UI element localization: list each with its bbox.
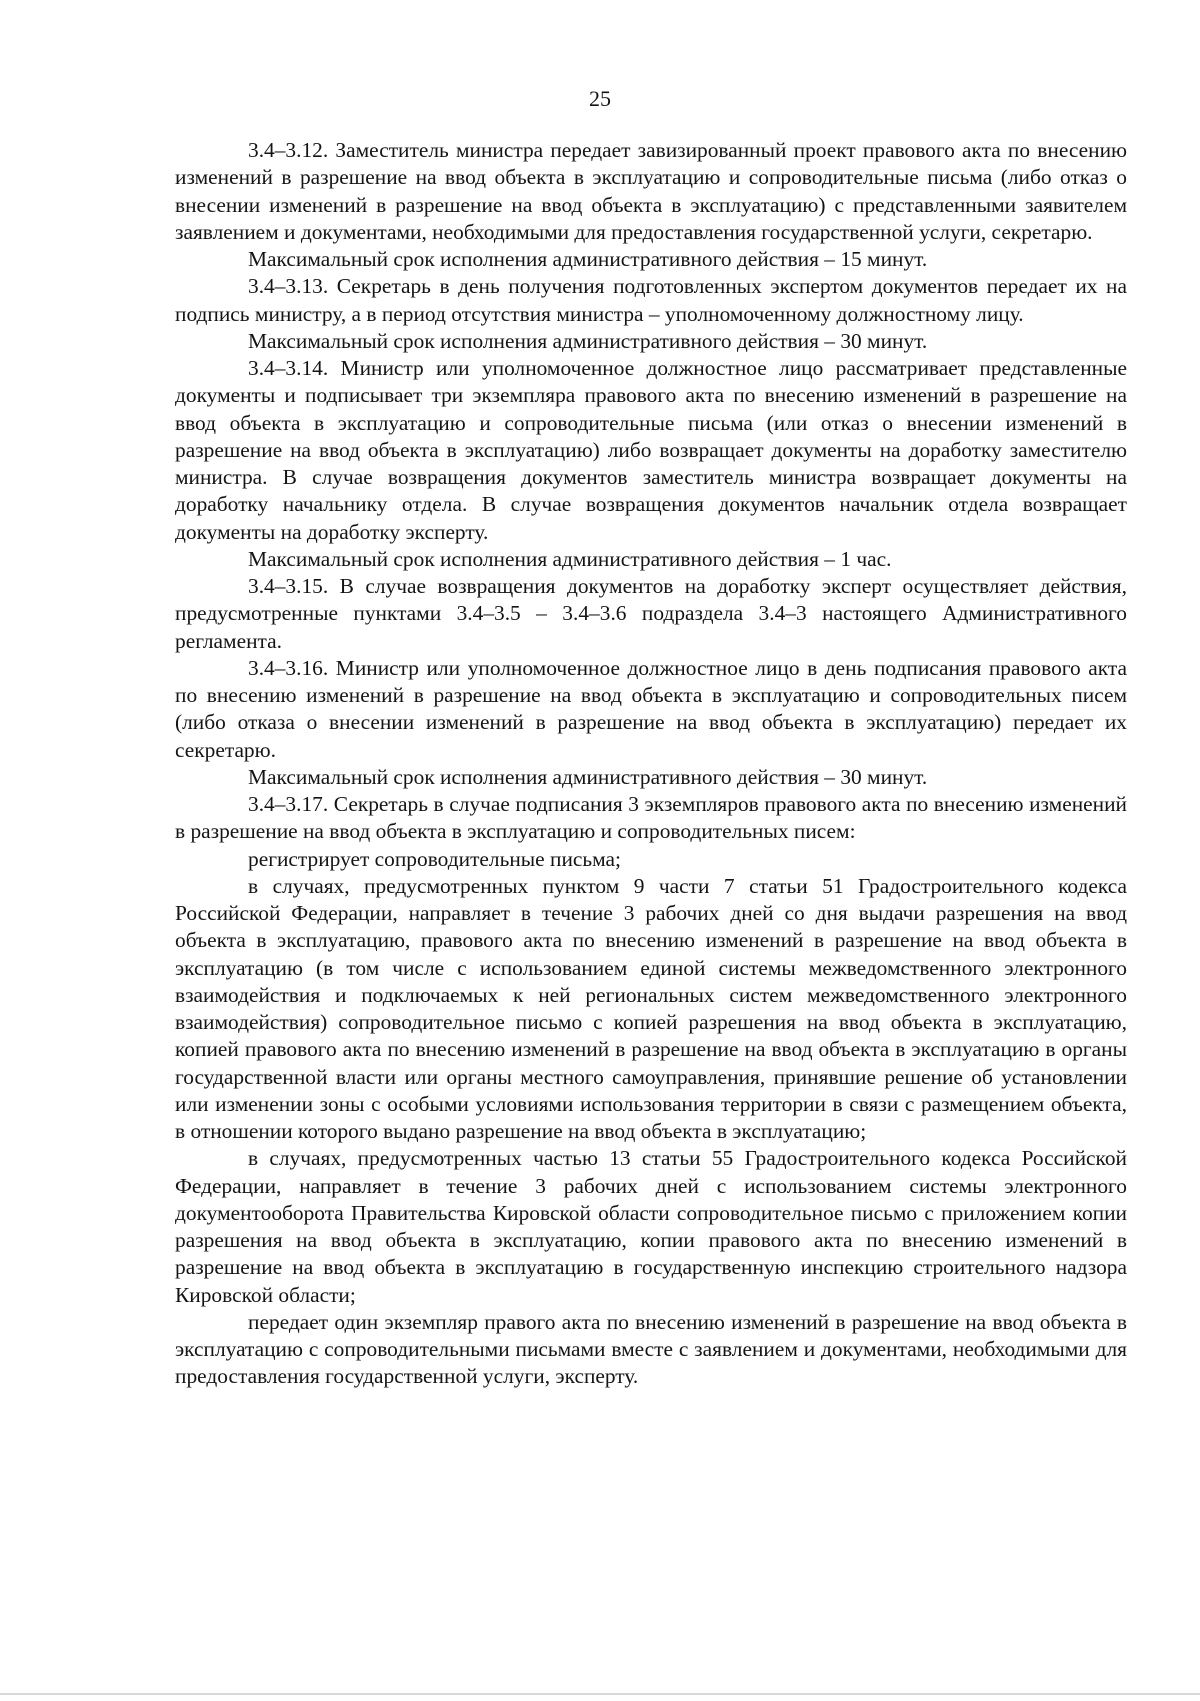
paragraph-3-4-3-12: 3.4–3.12. Заместитель министра передает завизированный проект правового акта по внесению изменений в разрешение на ввод объекта в эксплуатацию и сопроводительные письма (либо отказ о внесении изменений в разрешение на ввод объекта в эксплуатацию) с представленными заявителем заявлением и документами, необходимыми для предоставления государственной услуги, секретарю.	[175, 138, 1127, 244]
scan-edge-line	[0, 1693, 1200, 1695]
paragraph-deadline-15-min: Максимальный срок исполнения административного действия – 15 минут.	[248, 247, 928, 271]
paragraph-article-51-cases: в случаях, предусмотренных пунктом 9 части 7 статьи 51 Градостроительного кодекса Российской Федерации, направляет в течение 3 рабочих дней со дня выдачи разрешения на ввод объекта в эксплуатацию, правового акта по внесению изменений в разрешение на ввод объекта в эксплуатацию (в том числе с использованием единой системы межведомственного электронного взаимодействия и подключаемых к ней региональных систем межведомственного электронного взаимодействия) сопроводительное письмо с копией разрешения на ввод объекта в эксплуатацию, копией правового акта по внесению изменений в разрешение на ввод объекта в эксплуатацию в органы государственной власти или органы местного самоуправления, принявшие решение об установлении или изменении зоны с особыми условиями использования территории в связи с размещением объекта, в отношении которого выдано разрешение на ввод объекта в эксплуатацию;	[175, 873, 1127, 1143]
paragraph-deadline-30-min-2: Максимальный срок исполнения административного действия – 30 минут.	[248, 764, 928, 789]
paragraph-3-4-3-17: 3.4–3.17. Секретарь в случае подписания 3 экземпляров правового акта по внесению изменений в разрешение на ввод объекта в эксплуатацию и сопроводительных писем:	[175, 792, 1127, 844]
paragraph-transfers-copy: передает один экземпляр правого акта по внесению изменений в разрешение на ввод объекта в эксплуатацию с сопроводительными письмами вместе с заявлением и документами, необходимыми для предоставления государственной услуги, эксперту.	[175, 1309, 1127, 1389]
paragraph-3-4-3-14: 3.4–3.14. Министр или уполномоченное должностное лицо рассматривает представленные документы и подписывает три экземпляра правового акта по внесению изменений в разрешение на ввод объекта в эксплуатацию и сопроводительные письма (или отказ о внесении изменений в разрешение на ввод объекта в эксплуатацию) либо возвращает документы на доработку заместителю министра. В случае возвращения документов заместитель министра возвращает документы на доработку начальнику отдела. В случае возвращения документов начальник отдела возвращает документы на доработку эксперту.	[175, 356, 1127, 544]
paragraph-deadline-1-hour: Максимальный срок исполнения административного действия – 1 час.	[248, 546, 892, 571]
paragraph-article-55-cases: в случаях, предусмотренных частью 13 статьи 55 Градостроительного кодекса Российской Федерации, направляет в течение 3 рабочих дней с использованием системы электронного документооборота Правительства Кировской области сопроводительное письмо с приложением копии разрешения на ввод объекта в эксплуатацию, копии правового акта по внесению изменений в разрешение на ввод объекта в эксплуатацию в государственную инспекцию строительного надзора Кировской области;	[175, 1146, 1127, 1307]
paragraph-deadline-30-min: Максимальный срок исполнения административного действия – 30 минут.	[248, 328, 928, 353]
paragraph-registers-letters: регистрирует сопроводительные письма;	[248, 846, 621, 871]
paragraph-3-4-3-16: 3.4–3.16. Министр или уполномоченное должностное лицо в день подписания правового акта по внесению изменений в разрешение на ввод объекта в эксплуатацию и сопроводительных писем (либо отказа о внесении изменений в разрешение на ввод объекта в эксплуатацию) передает их секретарю.	[175, 655, 1127, 762]
paragraph-3-4-3-13: 3.4–3.13. Секретарь в день получения подготовленных экспертом документов передает их на подпись министру, а в период отсутствия министра – уполномоченному должностному лицу.	[175, 274, 1127, 326]
paragraph-3-4-3-15: 3.4–3.15. В случае возвращения документов на доработку эксперт осуществляет действия, предусмотренные пунктами 3.4–3.5 – 3.4–3.6 подраздела 3.4–3 настоящего Административного регламента.	[175, 574, 1127, 653]
page-number: 25	[589, 86, 611, 111]
document-body	[175, 137, 1127, 1391]
